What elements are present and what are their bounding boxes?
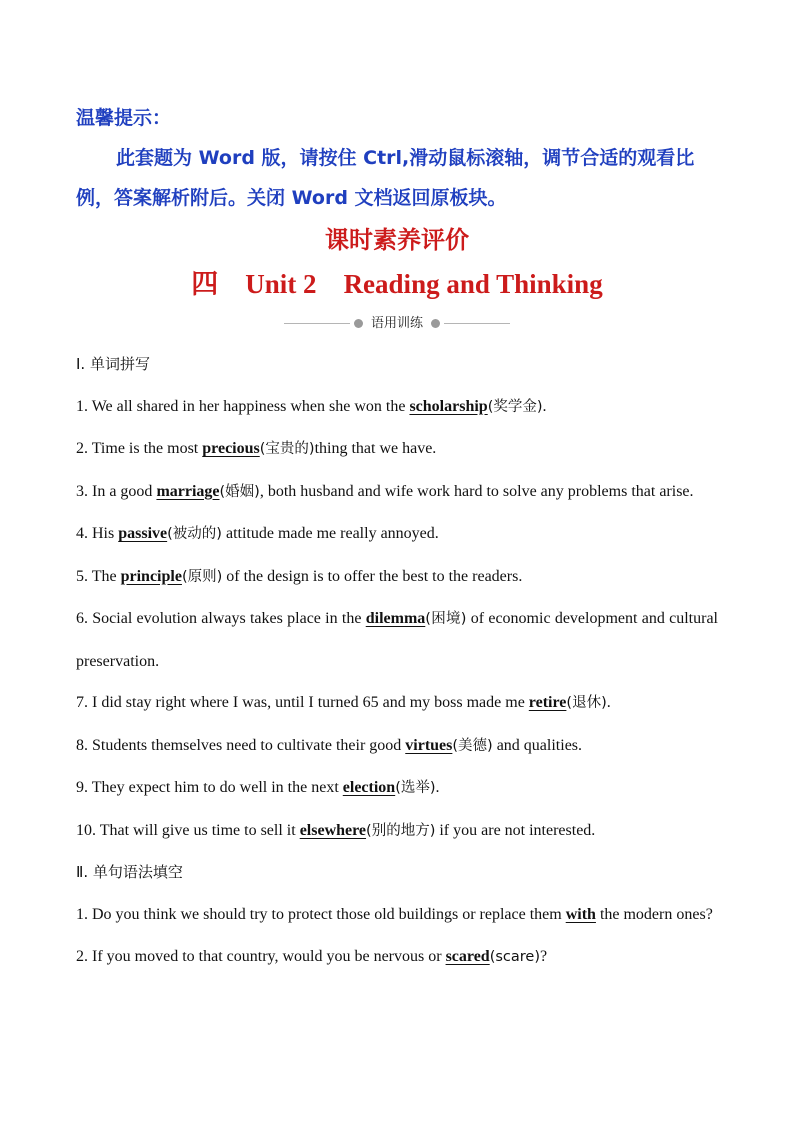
item-answer: marriage bbox=[156, 482, 220, 500]
item-hint: (原则) bbox=[181, 568, 223, 585]
exercise-item bbox=[76, 513, 718, 556]
section-heading-2: Ⅱ. 单句语法填空 bbox=[76, 863, 183, 881]
exercise-item bbox=[76, 725, 718, 768]
exercise-item bbox=[76, 810, 718, 853]
item-answer: election bbox=[342, 779, 396, 796]
item-answer: passive bbox=[118, 525, 168, 542]
tip-body-text: 此套题为 Word 版，请按住 Ctrl,滑动鼠标滚轴，调节合适的观看比例，答案解析附后。关闭 Word 文档返回原板块。 bbox=[76, 147, 695, 209]
item-text-before: 2. If you moved to that country, would you be nervous or bbox=[76, 948, 446, 965]
exercise-item bbox=[76, 682, 718, 725]
exercise-item bbox=[76, 894, 718, 937]
divider-line-left bbox=[284, 323, 350, 324]
item-text-before: 6. Social evolution always takes place in the bbox=[76, 610, 366, 627]
item-text-after: . bbox=[435, 779, 440, 796]
exercise-item bbox=[76, 598, 718, 682]
item-hint: (退休) bbox=[566, 695, 607, 711]
section-2-items bbox=[76, 894, 718, 979]
section-divider bbox=[284, 314, 510, 334]
item-hint: (奖学金) bbox=[487, 398, 543, 415]
item-hint: (婚姻) bbox=[219, 483, 260, 500]
item-text-after: , both husband and wife work hard to solve any problems that arise. bbox=[259, 482, 694, 500]
item-text-after: . bbox=[606, 694, 611, 711]
item-text-after: of economic development and cultural preservation. bbox=[76, 610, 718, 670]
divider-dot-left bbox=[354, 319, 363, 328]
item-text-before: 8. Students themselves need to cultivate their good bbox=[76, 736, 406, 754]
item-text-after: attitude made me really annoyed. bbox=[221, 525, 439, 542]
item-answer: with bbox=[565, 905, 596, 923]
tip-heading: 温馨提示： bbox=[76, 107, 172, 129]
section-heading-1: Ⅰ. 单词拼写 bbox=[76, 355, 150, 373]
item-text-before: 1. Do you think we should try to protect those old buildings or replace them bbox=[76, 905, 566, 923]
item-text-before: 7. I did stay right where I was, until I turned 65 and my boss made me bbox=[76, 694, 529, 711]
item-hint: (被动的) bbox=[167, 526, 222, 542]
item-text-after: . bbox=[542, 397, 547, 415]
divider-line-right bbox=[444, 323, 510, 324]
item-text-before: 5. The bbox=[76, 567, 121, 585]
item-text-after: of the design is to offer the best to the readers. bbox=[222, 567, 523, 585]
exercise-item bbox=[76, 936, 718, 979]
item-answer: scared bbox=[445, 948, 490, 965]
item-hint: (困境) bbox=[425, 611, 467, 627]
exercise-item bbox=[76, 556, 718, 599]
item-hint: (美德) bbox=[452, 737, 493, 754]
page-subtitle bbox=[0, 264, 794, 305]
exercise-item bbox=[76, 471, 718, 514]
item-hint: (别的地方) bbox=[366, 822, 436, 839]
item-text-before: 10. That will give us time to sell it bbox=[76, 821, 300, 839]
page-title: 课时素养评价 bbox=[325, 226, 469, 254]
item-hint: (scare) bbox=[489, 949, 540, 965]
lesson-title: Reading and Thinking bbox=[343, 269, 603, 299]
item-text-after: the modern ones? bbox=[595, 905, 713, 923]
item-text-after: if you are not interested. bbox=[435, 821, 596, 839]
exercise-item bbox=[76, 767, 718, 810]
item-answer: dilemma bbox=[365, 610, 426, 627]
exercise-content bbox=[76, 344, 718, 979]
item-answer: principle bbox=[120, 567, 182, 585]
item-answer: scholarship bbox=[409, 397, 488, 415]
item-text-before: 3. In a good bbox=[76, 482, 157, 500]
exercise-item bbox=[76, 428, 718, 471]
divider-label: 语用训练 bbox=[370, 316, 423, 331]
lesson-number: 四 bbox=[191, 269, 219, 300]
item-text-after: and qualities. bbox=[492, 736, 583, 754]
unit-label: Unit 2 bbox=[245, 269, 317, 299]
item-answer: retire bbox=[528, 694, 567, 711]
item-answer: elsewhere bbox=[299, 821, 367, 839]
item-hint: (选举) bbox=[395, 780, 436, 796]
tip-body bbox=[76, 138, 721, 218]
item-answer: virtues bbox=[405, 736, 453, 754]
item-text-after: ? bbox=[540, 948, 548, 965]
item-text-after: thing that we have. bbox=[314, 440, 437, 457]
section-1-items bbox=[76, 386, 718, 853]
item-text-before: 9. They expect him to do well in the next bbox=[76, 779, 343, 796]
item-hint: (宝贵的) bbox=[259, 441, 315, 457]
item-answer: precious bbox=[202, 440, 260, 457]
item-text-before: 2. Time is the most bbox=[76, 440, 203, 457]
exercise-item bbox=[76, 386, 718, 429]
item-text-before: 4. His bbox=[76, 525, 119, 542]
item-text-before: 1. We all shared in her happiness when she won the bbox=[76, 397, 410, 415]
divider-dot-right bbox=[431, 319, 440, 328]
